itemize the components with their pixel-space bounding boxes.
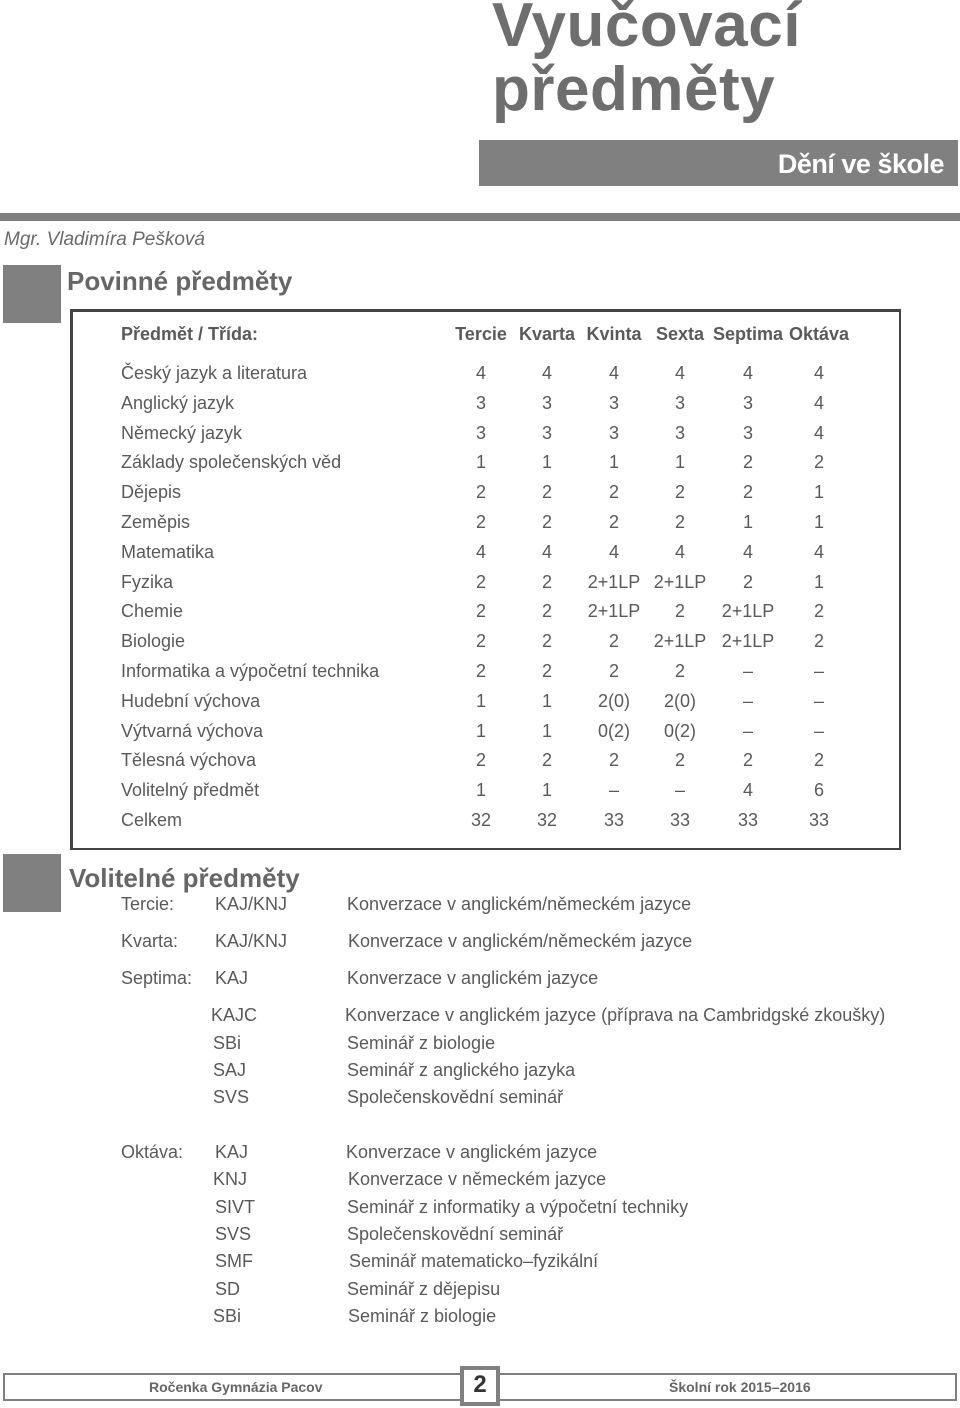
subject-name: Chemie (121, 601, 184, 621)
hours-cell: 3 (541, 393, 553, 413)
hours-cell: 4 (742, 542, 754, 562)
course-description: Seminář z biologie (348, 1306, 497, 1326)
hours-cell: 1 (608, 452, 620, 472)
hours-cell: – (813, 691, 825, 711)
hours-cell: 3 (742, 423, 754, 443)
hours-cell: 2+1LP (653, 631, 707, 651)
subject-name: Základy společenských věd (121, 452, 342, 472)
hours-cell: – (813, 721, 825, 741)
hours-cell: 2 (674, 750, 686, 770)
hours-cell: 2+1LP (587, 572, 641, 592)
course-code: SMF (215, 1251, 253, 1271)
hours-cell: 2+1LP (721, 631, 775, 651)
hours-cell: 2 (674, 661, 686, 681)
course-code: KAJ (215, 1142, 249, 1162)
hours-cell: 32 (470, 810, 492, 830)
hours-cell: 1 (475, 691, 487, 711)
hours-cell: 4 (742, 363, 754, 383)
hours-cell: 2 (674, 512, 686, 532)
course-description: Společenskovědní seminář (347, 1087, 564, 1107)
hours-cell: 2+1LP (587, 601, 641, 621)
hours-cell: 3 (608, 393, 620, 413)
subject-name: Informatika a výpočetní technika (121, 661, 380, 681)
subject-name: Volitelný předmět (121, 780, 260, 800)
hours-cell: 0(2) (663, 721, 697, 741)
hours-cell: 4 (742, 780, 754, 800)
hours-cell: 2 (742, 572, 754, 592)
hours-cell: 2 (541, 631, 553, 651)
hours-cell: 2 (608, 631, 620, 651)
optional-heading: Volitelné předměty (69, 863, 300, 893)
hours-cell: 3 (742, 393, 754, 413)
course-description: Konverzace v německém jazyce (348, 1169, 607, 1189)
hours-cell: 1 (475, 452, 487, 472)
hours-cell: 2 (742, 452, 754, 472)
grade-label: Septima: (121, 968, 193, 988)
course-code: SBi (213, 1306, 242, 1326)
hours-cell: 3 (674, 393, 686, 413)
hours-cell: 1 (674, 452, 686, 472)
hours-cell: 2 (541, 750, 553, 770)
course-code: KAJC (211, 1005, 258, 1025)
hours-cell: 3 (475, 423, 487, 443)
course-description: Konverzace v anglickém jazyce (347, 968, 599, 988)
course-description: Konverzace v anglickém jazyce (příprava na Cambridgské zkoušky) (345, 1005, 886, 1025)
hours-cell: 2 (608, 482, 620, 502)
footer-yearbook: Ročenka Gymnázia Pacov (149, 1379, 323, 1395)
course-description: Seminář z dějepisu (347, 1279, 501, 1299)
hours-cell: 2 (475, 750, 487, 770)
hours-cell: 2+1LP (721, 601, 775, 621)
subject-name: Matematika (121, 542, 215, 562)
hours-cell: 2 (813, 452, 825, 472)
course-description: Konverzace v anglickém/německém jazyce (347, 894, 692, 914)
column-header: Tercie (455, 324, 507, 344)
hours-cell: 2 (541, 572, 553, 592)
section-label: Dění ve škole (777, 149, 944, 179)
hours-cell: 1 (813, 572, 825, 592)
author: Mgr. Vladimíra Pešková (4, 229, 205, 250)
hours-cell: 3 (674, 423, 686, 443)
course-code: SVS (215, 1224, 252, 1244)
hours-cell: 2 (742, 750, 754, 770)
hours-cell: 33 (808, 810, 830, 830)
hours-cell: 2(0) (597, 691, 631, 711)
hours-cell: 4 (813, 393, 825, 413)
hours-cell: 4 (608, 542, 620, 562)
hours-cell: 1 (813, 482, 825, 502)
course-description: Seminář z anglického jazyka (347, 1060, 576, 1080)
subject-name: Německý jazyk (121, 423, 243, 443)
course-code: SAJ (213, 1060, 247, 1080)
hours-cell: 3 (541, 423, 553, 443)
hours-cell: – (608, 780, 620, 800)
column-header: Septima (712, 324, 784, 344)
subject-name: Biologie (121, 631, 186, 651)
hours-cell: 1 (742, 512, 754, 532)
grade-label: Oktáva: (121, 1142, 184, 1162)
hours-cell: 2 (475, 482, 487, 502)
hours-cell: – (742, 721, 754, 741)
hours-cell: 4 (674, 542, 686, 562)
page-number: 2 (473, 1371, 487, 1398)
hours-cell: – (742, 661, 754, 681)
grade-label: Tercie: (121, 894, 175, 914)
subject-name: Fyzika (121, 572, 174, 592)
hours-cell: 2 (813, 631, 825, 651)
hours-cell: 32 (536, 810, 558, 830)
hours-cell: 2 (813, 601, 825, 621)
hours-cell: 4 (813, 542, 825, 562)
hours-cell: 3 (608, 423, 620, 443)
course-code: SVS (213, 1087, 250, 1107)
hours-cell: 4 (475, 363, 487, 383)
hours-cell: 2 (742, 482, 754, 502)
hours-cell: – (813, 661, 825, 681)
course-code: KAJ (215, 968, 249, 988)
hours-cell: 2 (475, 631, 487, 651)
subject-name: Hudební výchova (121, 691, 261, 711)
hours-cell: 2 (475, 601, 487, 621)
course-description: Konverzace v anglickém/německém jazyce (348, 931, 693, 951)
grade-label: Kvarta: (121, 931, 179, 951)
hours-cell: 2(0) (663, 691, 697, 711)
hours-cell: 2 (813, 750, 825, 770)
hours-cell: 2 (541, 661, 553, 681)
hours-cell: 0(2) (597, 721, 631, 741)
hours-cell: 2 (541, 601, 553, 621)
hours-cell: 1 (813, 512, 825, 532)
hours-cell: 4 (475, 542, 487, 562)
column-header: Kvarta (518, 324, 576, 344)
column-header: Sexta (655, 324, 705, 344)
subject-name: Tělesná výchova (121, 750, 257, 770)
hours-cell: 4 (813, 363, 825, 383)
hours-cell: 2 (475, 661, 487, 681)
course-code: SIVT (215, 1197, 256, 1217)
page-title (492, 0, 801, 122)
subject-name: Český jazyk a literatura (121, 363, 308, 383)
course-code: SD (215, 1279, 241, 1299)
course-code: KAJ/KNJ (215, 894, 288, 914)
subject-name: Celkem (121, 810, 183, 830)
hours-cell: 4 (813, 423, 825, 443)
course-description: Seminář z biologie (347, 1033, 496, 1053)
subject-name: Zeměpis (121, 512, 191, 532)
hours-cell: 2 (674, 482, 686, 502)
subject-name: Dějepis (121, 482, 182, 502)
required-heading: Povinné předměty (67, 266, 293, 296)
course-code: SBi (213, 1033, 242, 1053)
hours-cell: 3 (475, 393, 487, 413)
column-header-subject: Předmět / Třída: (121, 324, 259, 344)
hours-cell: 2 (541, 482, 553, 502)
column-header: Kvinta (586, 324, 642, 344)
hours-cell: 4 (541, 542, 553, 562)
hours-cell: 1 (475, 780, 487, 800)
hours-cell: 4 (541, 363, 553, 383)
section-marker-required (3, 265, 61, 323)
hours-cell: – (742, 691, 754, 711)
title-line-1: Vyučovací (492, 0, 801, 60)
course-description: Seminář matematicko–fyzikální (349, 1251, 599, 1271)
hours-cell: 2 (475, 512, 487, 532)
hours-cell: 1 (541, 780, 553, 800)
column-header: Oktáva (788, 324, 850, 344)
course-code: KNJ (213, 1169, 248, 1189)
hours-cell: 1 (541, 691, 553, 711)
course-description: Společenskovědní seminář (347, 1224, 564, 1244)
course-description: Konverzace v anglickém jazyce (346, 1142, 598, 1162)
hours-cell: 2 (674, 601, 686, 621)
hours-cell: 1 (475, 721, 487, 741)
title-line-2: předměty (492, 55, 776, 124)
header-divider (0, 213, 960, 221)
hours-cell: 33 (603, 810, 625, 830)
subject-name: Výtvarná výchova (121, 721, 264, 741)
hours-cell: 2 (608, 750, 620, 770)
hours-cell: 4 (608, 363, 620, 383)
hours-cell: 1 (541, 452, 553, 472)
hours-cell: 6 (813, 780, 825, 800)
hours-cell: 33 (669, 810, 691, 830)
hours-cell: 2 (541, 512, 553, 532)
subject-name: Anglický jazyk (121, 393, 235, 413)
hours-cell: 33 (737, 810, 759, 830)
hours-cell: 4 (674, 363, 686, 383)
hours-cell: 1 (541, 721, 553, 741)
section-band (479, 140, 958, 186)
hours-cell: 2 (608, 661, 620, 681)
course-description: Seminář z informatiky a výpočetní techniky (347, 1197, 689, 1217)
section-marker-optional (3, 854, 61, 912)
hours-cell: – (674, 780, 686, 800)
hours-cell: 2+1LP (653, 572, 707, 592)
footer-school-year: Školní rok 2015–2016 (669, 1379, 811, 1395)
course-code: KAJ/KNJ (215, 931, 288, 951)
hours-cell: 2 (475, 572, 487, 592)
hours-cell: 2 (608, 512, 620, 532)
